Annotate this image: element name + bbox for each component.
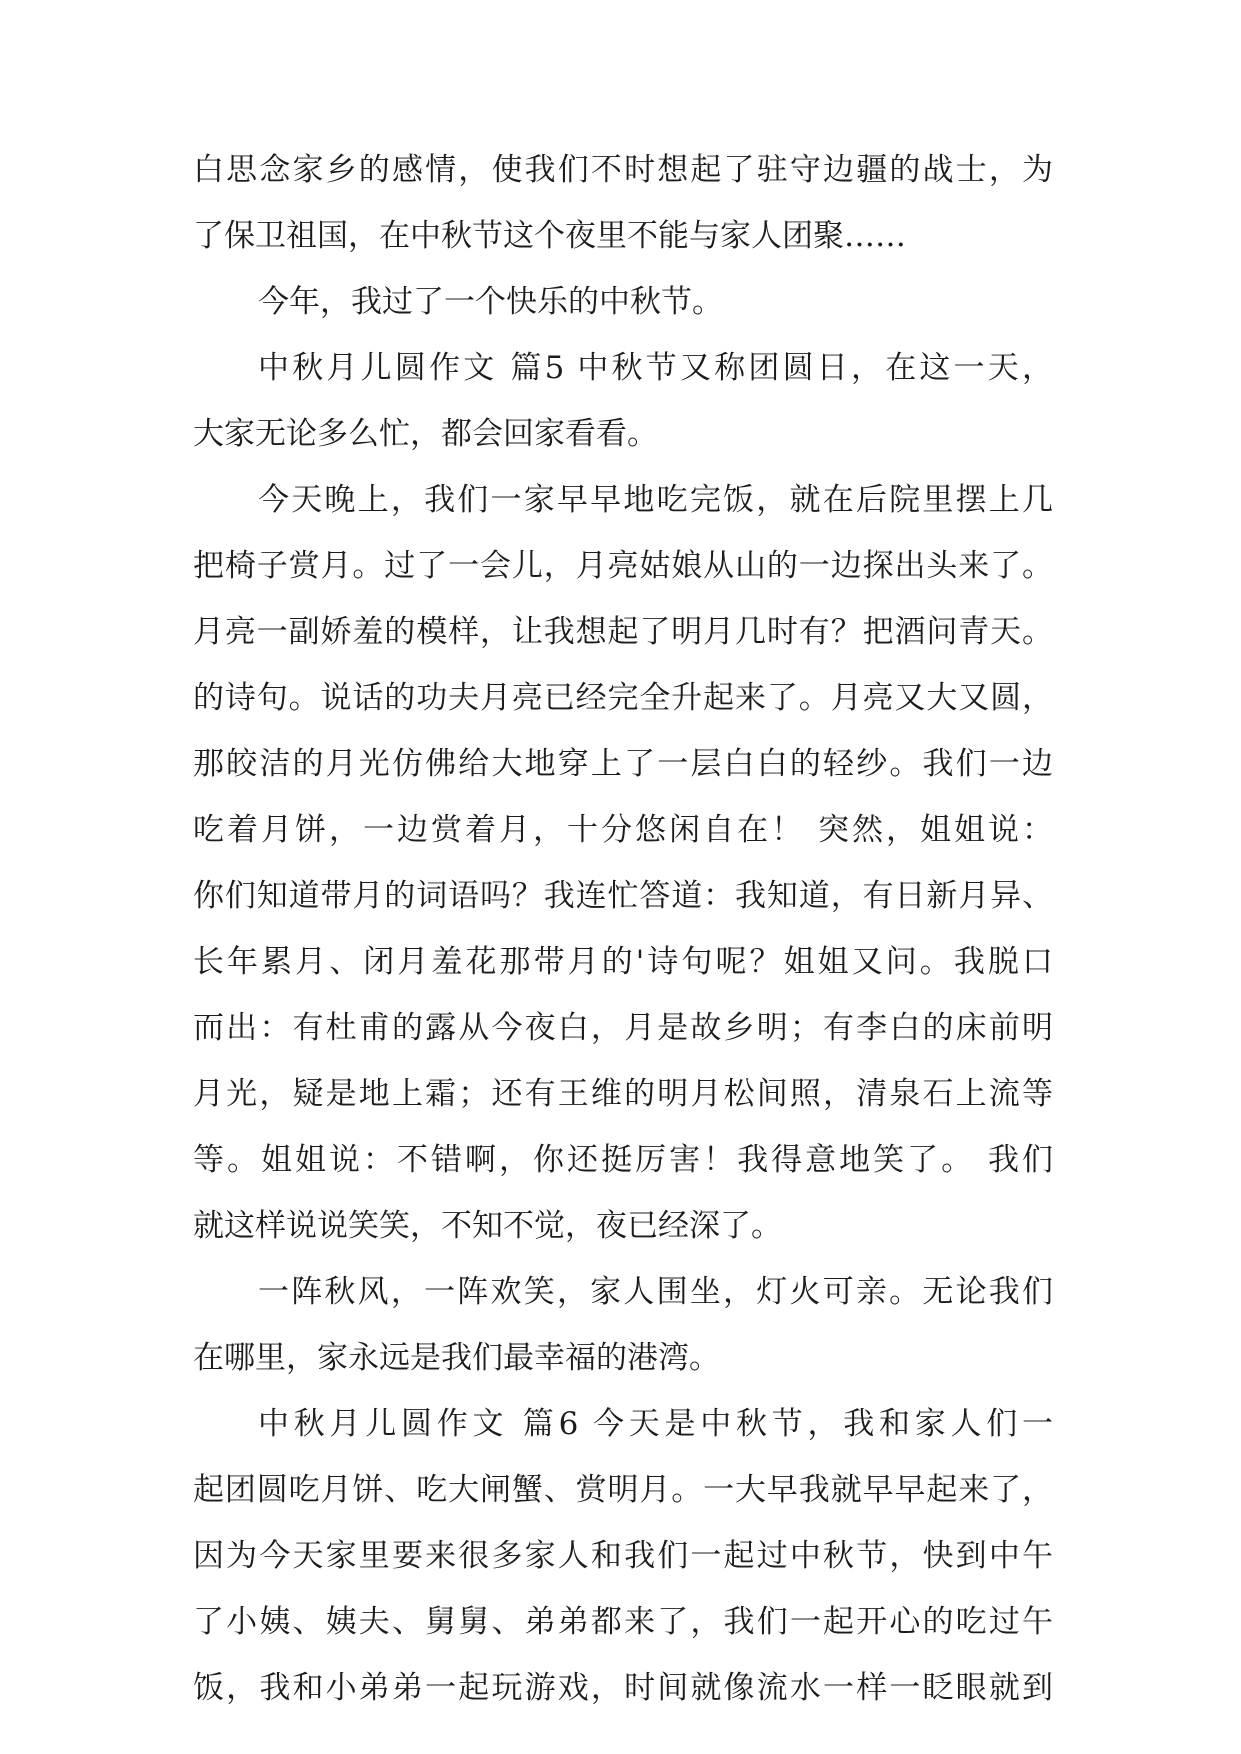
text-line: 月光，疑是地上霜；还有王维的明月松间照，清泉石上流等: [193, 1076, 1053, 1112]
text-line: 一阵秋风，一阵欢笑，家人围坐，灯火可亲。无论我们: [258, 1274, 1053, 1310]
section-heading-line: 中秋月儿圆作文 篇5 中秋节又称团圆日，在这一天，: [258, 350, 1053, 386]
text-line: 把椅子赏月。过了一会儿，月亮姑娘从山的一边探出头来了。: [193, 548, 1053, 584]
text-line: 了小姨、姨夫、舅舅、弟弟都来了，我们一起开心的吃过午: [193, 1604, 1053, 1640]
text-line: 吃着月饼，一边赏着月，十分悠闲自在！ 突然，姐姐说：: [193, 812, 1053, 848]
text-line: 饭，我和小弟弟一起玩游戏，时间就像流水一样一眨眼就到: [193, 1670, 1053, 1706]
text-line: 今年，我过了一个快乐的中秋节。: [258, 284, 723, 320]
text-line: 大家无论多么忙，都会回家看看。: [193, 416, 658, 452]
section-heading-line: 中秋月儿圆作文 篇6 今天是中秋节，我和家人们一: [258, 1406, 1053, 1442]
text-line: 的诗句。说话的功夫月亮已经完全升起来了。月亮又大又圆，: [193, 680, 1053, 716]
text-line: 了保卫祖国，在中秋节这个夜里不能与家人团聚……: [193, 218, 906, 254]
text-line: 你们知道带月的词语吗？我连忙答道：我知道，有日新月异、: [193, 878, 1053, 914]
text-line: 起团圆吃月饼、吃大闸蟹、赏明月。一大早我就早早起来了，: [193, 1472, 1053, 1508]
text-line: 月亮一副娇羞的模样，让我想起了明月几时有？把酒问青天。: [193, 614, 1053, 650]
text-line: 就这样说说笑笑，不知不觉，夜已经深了。: [193, 1208, 782, 1244]
text-line: 今天晚上，我们一家早早地吃完饭，就在后院里摆上几: [258, 482, 1053, 518]
text-line: 白思念家乡的感情，使我们不时想起了驻守边疆的战士，为: [193, 152, 1053, 188]
text-line: 等。姐姐说：不错啊，你还挺厉害！我得意地笑了。 我们: [193, 1142, 1053, 1178]
text-line: 而出：有杜甫的露从今夜白，月是故乡明；有李白的床前明: [193, 1010, 1053, 1046]
text-line: 长年累月、闭月羞花那带月的'诗句呢？姐姐又问。我脱口: [193, 944, 1053, 980]
text-line: 因为今天家里要来很多家人和我们一起过中秋节，快到中午: [193, 1538, 1053, 1574]
text-line: 那皎洁的月光仿佛给大地穿上了一层白白的轻纱。我们一边: [193, 746, 1053, 782]
text-line: 在哪里，家永远是我们最幸福的港湾。: [193, 1340, 720, 1376]
